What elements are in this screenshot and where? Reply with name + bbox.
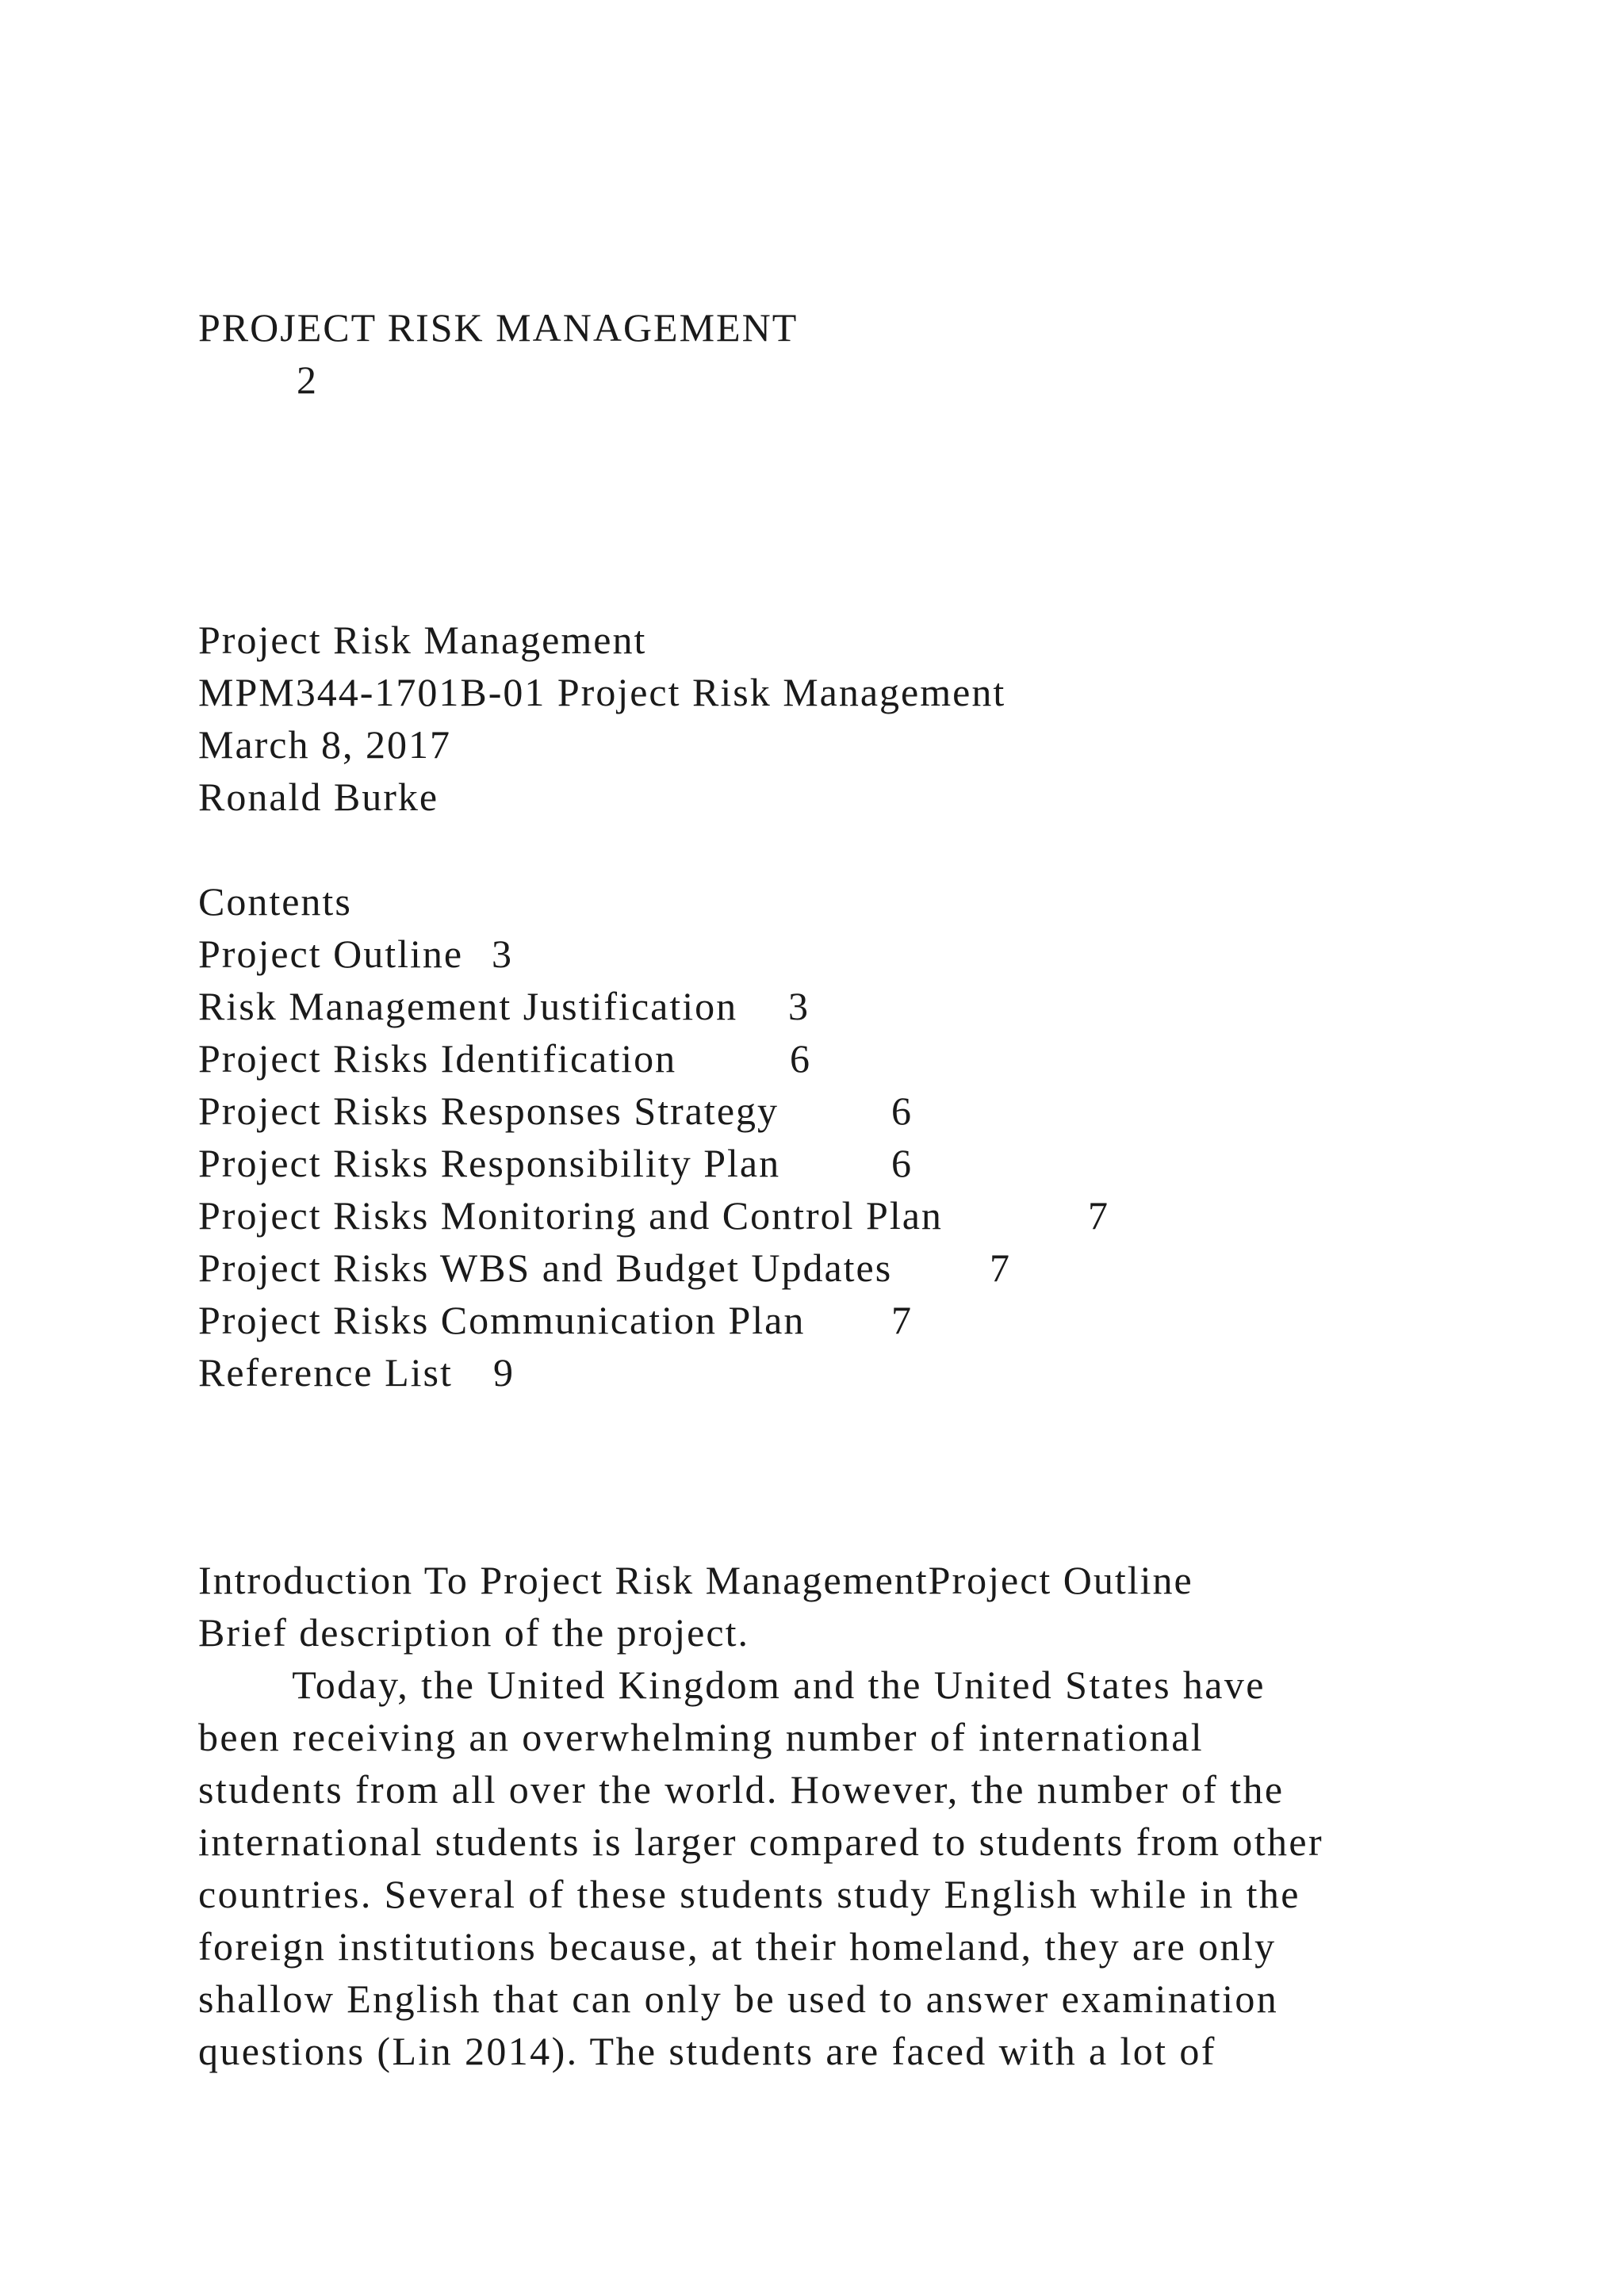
- toc-entry[interactable]: [198, 1085, 913, 1137]
- toc-entry-label: Risk Management Justification: [198, 984, 738, 1028]
- paragraph-line: countries. Several of these students study English while in the: [198, 1872, 1300, 1916]
- running-header-title: PROJECT RISK MANAGEMENT: [198, 305, 799, 350]
- toc-entry[interactable]: [198, 980, 810, 1032]
- toc-entry-page: 6: [891, 1089, 913, 1133]
- date-line: March 8, 2017: [198, 722, 451, 767]
- toc-entry-label: Project Risks Responsibility Plan: [198, 1141, 781, 1185]
- page-number: 2: [297, 358, 318, 402]
- paragraph-line: been receiving an overwhelming number of international: [198, 1715, 1205, 1759]
- paragraph-line: students from all over the world. However, the number of the: [198, 1767, 1285, 1812]
- section-subheading: Brief description of the project.: [198, 1610, 749, 1655]
- section-heading: Introduction To Project Risk ManagementProject Outline: [198, 1558, 1193, 1602]
- toc-entry-page: 3: [492, 932, 513, 976]
- toc-entry-label: Project Risks Identification: [198, 1036, 677, 1081]
- toc-entry-label: Project Risks Monitoring and Control Plan: [198, 1193, 943, 1238]
- toc-entry-page: 3: [788, 984, 810, 1028]
- course-line: MPM344-1701B-01 Project Risk Management: [198, 670, 1006, 714]
- toc-entry-page: 6: [790, 1036, 811, 1081]
- toc-entry-page: 7: [990, 1246, 1011, 1290]
- toc-entry-page: 9: [493, 1350, 515, 1395]
- paragraph-line: Today, the United Kingdom and the United States have: [198, 1663, 1266, 1707]
- toc-entry-label: Reference List: [198, 1350, 453, 1395]
- author-line: Ronald Burke: [198, 775, 439, 819]
- toc-entry[interactable]: [198, 928, 513, 980]
- toc-entry-label: Project Risks Responses Strategy: [198, 1089, 779, 1133]
- toc-entry[interactable]: [198, 1294, 913, 1346]
- paragraph-line: foreign institutions because, at their homeland, they are only: [198, 1924, 1277, 1969]
- paragraph-line: international students is larger compared to students from other: [198, 1820, 1324, 1864]
- toc-entry[interactable]: [198, 1189, 1109, 1242]
- toc-entry-page: 7: [1088, 1193, 1109, 1238]
- toc-entry-page: 6: [891, 1141, 913, 1185]
- toc-entry-label: Project Outline: [198, 932, 464, 976]
- paragraph-line: shallow English that can only be used to answer examination: [198, 1976, 1279, 2021]
- toc-entry-label: Project Risks WBS and Budget Updates: [198, 1246, 893, 1290]
- document-title: Project Risk Management: [198, 618, 647, 662]
- toc-entry[interactable]: [198, 1242, 1011, 1294]
- toc-entry[interactable]: [198, 1032, 811, 1085]
- toc-entry-label: Project Risks Communication Plan: [198, 1298, 806, 1342]
- toc-heading: Contents: [198, 879, 352, 924]
- toc-entry[interactable]: [198, 1346, 515, 1399]
- paragraph-line: questions (Lin 2014). The students are faced with a lot of: [198, 2029, 1216, 2073]
- toc-entry-page: 7: [891, 1298, 913, 1342]
- toc-entry[interactable]: [198, 1137, 913, 1189]
